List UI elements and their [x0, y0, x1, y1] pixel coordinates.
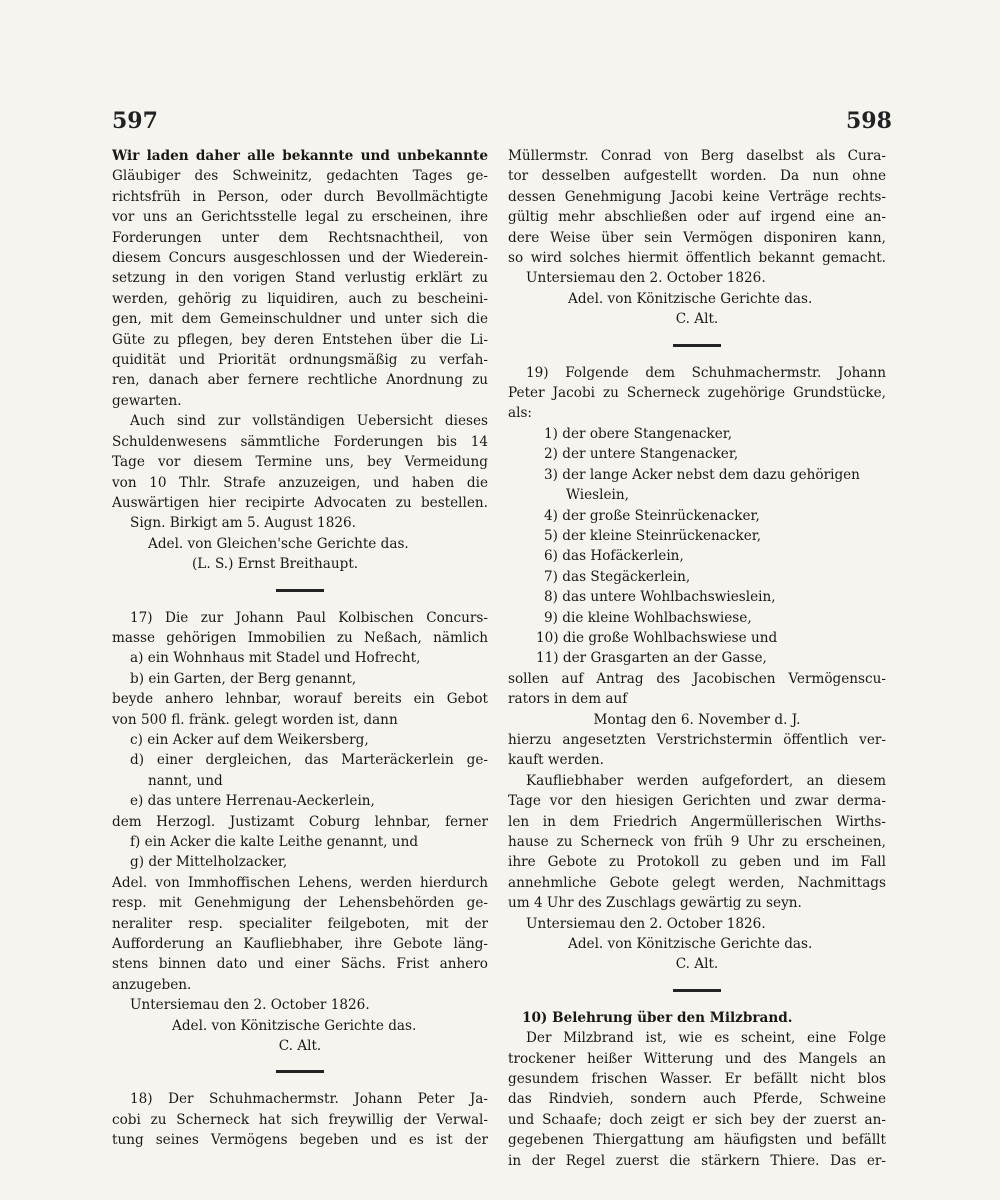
list-item: 6) das Hofäckerlein,: [544, 548, 684, 565]
page-number-left: 597: [112, 108, 158, 134]
text-line: Güte zu pflegen, bey deren Entstehen über die Li-: [112, 331, 488, 348]
text-line: e) das untere Herrenau-Aeckerlein,: [130, 793, 375, 810]
text-line: und Schaafe; doch zeigt er sich bey der zuerst an-: [508, 1111, 886, 1128]
text-line: nannt, und: [148, 772, 223, 789]
text-line: 17) Die zur Johann Paul Kolbischen Concurs-: [130, 609, 488, 626]
section-divider: [673, 344, 721, 347]
list-item: 2) der untere Stangenacker,: [544, 446, 739, 463]
text-line: a) ein Wohnhaus mit Stadel und Hofrecht,: [130, 650, 421, 667]
text-line: dere Weise über sein Vermögen disponiren kann,: [508, 229, 886, 246]
text-line: Auswärtigen hier recipirte Advocaten zu bestellen.: [112, 494, 488, 511]
text-line: Adel. von Immhoffischen Lehens, werden hierdurch: [112, 874, 488, 891]
text-line: Forderungen unter dem Rechtsnachtheil, von: [112, 229, 488, 246]
text-line: tor desselben aufgestellt worden. Da nun ohne: [508, 168, 886, 185]
seal-signature: (L. S.) Ernst Breithaupt.: [192, 556, 359, 573]
text-line: hierzu angesetzten Verstrichstermin öffentlich ver-: [508, 731, 886, 748]
left-column: [112, 146, 488, 1151]
notice-18: [112, 1089, 488, 1150]
text-line: dem Herzogl. Justizamt Coburg lehnbar, ferner: [112, 813, 488, 830]
text-line: 19) Folgende dem Schuhmachermstr. Johann: [526, 364, 886, 381]
text-line: stens binnen dato und einer Sächs. Frist anhero: [112, 956, 488, 973]
text-line: cobi zu Scherneck hat sich freywillig der Verwal-: [112, 1111, 488, 1128]
text-line: ren, danach aber fernere rechtliche Anordnung zu: [112, 372, 488, 389]
text-line: Der Milzbrand ist, wie es scheint, eine Folge: [526, 1030, 886, 1047]
list-item: 1) der obere Stangenacker,: [544, 425, 733, 442]
text-line: resp. mit Genehmigung der Lehensbehörden ge-: [112, 895, 488, 912]
text-line: b) ein Garten, der Berg genannt,: [130, 670, 357, 687]
text-line: von 500 fl. fränk. gelegt worden ist, dann: [112, 711, 398, 728]
text-line: Schuldenwesens sämmtliche Forderungen bis 14: [112, 433, 488, 450]
text-line: Auch sind zur vollständigen Uebersicht dieses: [130, 413, 488, 430]
section-divider: [673, 989, 721, 992]
court-name: Adel. von Könitzische Gerichte das.: [172, 1017, 417, 1034]
text-line: trockener heißer Witterung und des Mangels an: [508, 1050, 886, 1067]
text-line: rators in dem auf: [508, 691, 628, 708]
text-line: von 10 Thlr. Strafe anzuzeigen, und haben die: [112, 474, 488, 491]
list-item: 3) der lange Acker nebst dem dazu gehörigen: [544, 466, 860, 483]
notice-19: [508, 363, 886, 975]
text-line: vor uns an Gerichtsstelle legal zu erscheinen, ihre: [112, 209, 488, 226]
text-line: als:: [508, 405, 533, 422]
list-item: 9) die kleine Wohlbachswiese,: [544, 609, 752, 626]
notice-date: Untersiemau den 2. October 1826.: [130, 997, 370, 1014]
text-line: gesundem frischen Wasser. Er befällt nicht blos: [508, 1071, 886, 1088]
right-column: [508, 146, 886, 1171]
text-line: hause zu Scherneck von früh 9 Uhr zu erscheinen,: [508, 834, 886, 850]
notice-date: Untersiemau den 2. October 1826.: [526, 915, 766, 932]
text-line: sollen auf Antrag des Jacobischen Vermögenscu-: [508, 670, 886, 687]
text-line: kauft werden.: [508, 752, 604, 769]
list-item: 4) der große Steinrückenacker,: [544, 507, 760, 524]
notice-17: [112, 608, 488, 1057]
paragraph-claims: [112, 411, 488, 513]
text-line: 18) Der Schuhmachermstr. Johann Peter Ja-: [130, 1091, 488, 1108]
court-name: Adel. von Könitzische Gerichte das.: [568, 936, 813, 953]
text-line: Aufforderung an Kaufliebhaber, ihre Gebote läng-: [112, 936, 488, 953]
notice-date: Untersiemau den 2. October 1826.: [526, 270, 766, 287]
text-line: annehmliche Gebote gelegt werden, Nachmittags: [508, 874, 886, 891]
text-line: Müllermstr. Conrad von Berg daselbst als Cura-: [508, 148, 886, 164]
section-divider: [276, 589, 324, 592]
text-line: Tage vor den hiesigen Gerichten und zwar derma-: [508, 793, 886, 810]
list-item: 8) das untere Wohlbachswieslein,: [544, 589, 776, 606]
signature-date: Sign. Birkigt am 5. August 1826.: [130, 515, 356, 532]
text-line: quidität und Priorität ordnungsmäßig zu verfah-: [112, 352, 488, 369]
list-item: 7) das Stegäckerlein,: [544, 568, 691, 585]
signature: C. Alt.: [675, 956, 719, 973]
text-line: so wird solches hiermit öffentlich bekannt gemacht.: [508, 250, 886, 267]
text-line: anzugeben.: [112, 976, 192, 993]
text-line: werden, gehörig zu liquidiren, auch zu bescheini-: [112, 290, 488, 307]
text-line: tung seines Vermögens begeben und es ist der: [112, 1132, 488, 1149]
text-line: c) ein Acker auf dem Weikersberg,: [130, 731, 369, 748]
text-line: beyde anhero lehnbar, worauf bereits ein Gebot: [112, 691, 488, 708]
text-line: um 4 Uhr des Zuschlags gewärtig zu seyn.: [508, 895, 802, 912]
text-line: Gläubiger des Schweinitz, gedachten Tages ge-: [112, 168, 488, 185]
notice-18-continued: [508, 146, 886, 330]
notice-10-anthrax: [508, 1008, 886, 1171]
text-line: setzung in den vorigen Stand verlustig erklärt zu: [112, 270, 488, 287]
list-item: 11) der Grasgarten an der Gasse,: [536, 650, 767, 667]
text-line: Kaufliebhaber werden aufgefordert, an diesem: [526, 772, 886, 789]
signature: C. Alt.: [675, 311, 719, 328]
text-line: das Rindvieh, sondern auch Pferde, Schweine: [508, 1091, 886, 1108]
text-line: Peter Jacobi zu Scherneck zugehörige Grundstücke,: [508, 385, 886, 402]
text-line: diesem Concurs ausgeschlossen und der Wiederein-: [112, 250, 488, 267]
court-name: Adel. von Gleichen'sche Gerichte das.: [148, 535, 409, 552]
text-line: Wir laden daher alle bekannte und unbekannte: [112, 148, 488, 164]
text-line: gegebenen Thiergattung am häufigsten und befällt: [508, 1132, 886, 1149]
text-line: gültig mehr abschließen oder auf irgend eine an-: [508, 209, 886, 226]
text-line: g) der Mittelholzacker,: [130, 854, 288, 871]
paragraph-summons: [112, 146, 488, 411]
list-item: 5) der kleine Steinrückenacker,: [544, 527, 762, 544]
page-number-right: 598: [846, 108, 892, 134]
section-divider: [276, 1070, 324, 1073]
text-line: in der Regel zuerst die stärkern Thiere. Das er-: [508, 1152, 886, 1169]
text-line: dessen Genehmigung Jacobi keine Verträge rechts-: [508, 188, 886, 205]
signature: C. Alt.: [278, 1038, 322, 1055]
list-item: Wieslein,: [566, 487, 629, 504]
text-line: Tage vor diesem Termine uns, bey Vermeidung: [112, 454, 488, 471]
section-heading: 10) Belehrung über den Milzbrand.: [522, 1009, 793, 1026]
text-line: richtsfrüh in Person, oder durch Bevollmächtigte: [112, 188, 488, 205]
court-name: Adel. von Könitzische Gerichte das.: [568, 290, 813, 307]
text-line: d) einer dergleichen, das Marteräckerlein ge-: [130, 752, 488, 769]
text-line: gewarten.: [112, 392, 182, 409]
auction-date: Montag den 6. November d. J.: [593, 711, 801, 728]
text-line: masse gehörigen Immobilien zu Neßach, nämlich: [112, 629, 488, 646]
text-line: ihre Gebote zu Protokoll zu geben und im Fall: [508, 854, 886, 871]
list-item: 10) die große Wohlbachswiese und: [536, 629, 778, 646]
text-line: len in dem Friedrich Angermüllerischen Wirths-: [508, 813, 886, 830]
text-line: f) ein Acker die kalte Leithe genannt, und: [130, 834, 419, 850]
text-line: gen, mit dem Gemeinschuldner und unter sich die: [112, 311, 488, 328]
text-line: neraliter resp. specialiter feilgeboten, mit der: [112, 915, 488, 932]
